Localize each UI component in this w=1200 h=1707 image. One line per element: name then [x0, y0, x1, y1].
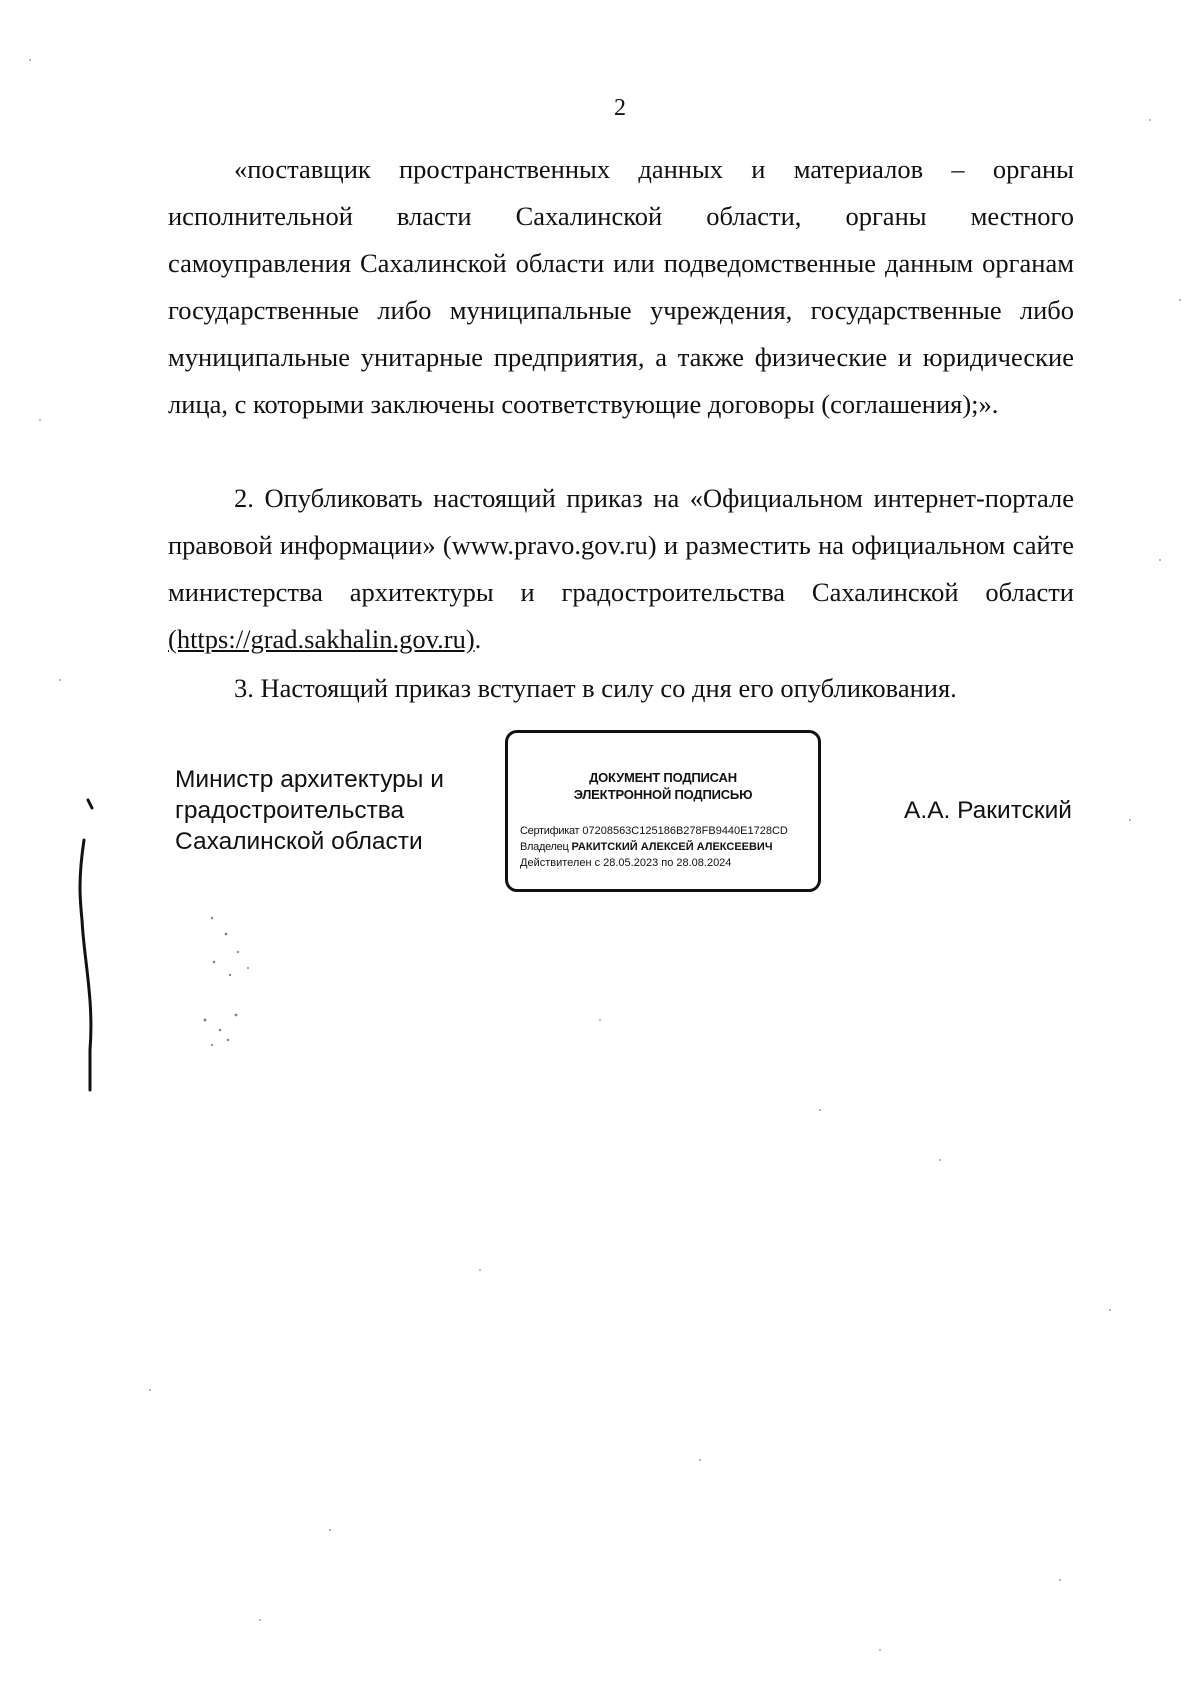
stamp-heading-line: ЭЛЕКТРОННОЙ ПОДПИСЬЮ: [573, 787, 753, 802]
stamp-heading-line: ДОКУМЕНТ ПОДПИСАН: [589, 770, 737, 785]
scan-dust: [29, 59, 1181, 1651]
paragraph-effective-date: 3. Настоящий приказ вступает в силу со дня его опубликования.: [234, 673, 957, 703]
signatory-title-line: Сахалинской области: [175, 828, 423, 855]
signatory-title-line: градостроительства: [175, 797, 405, 824]
owner-label: Владелец: [520, 841, 569, 853]
paragraph-publication-text: 2. Опубликовать настоящий приказ на «Официальном интернет-портале правовой информации» (www.pravo.gov.ru) и разместить на официальном сайте министерства архитектуры и градостроительства Сахалинской области: [168, 483, 1074, 607]
stamp-validity: Действителен с 28.05.2023 по 28.08.2024: [520, 857, 732, 869]
seal-residue: [204, 917, 250, 1046]
page-number: 2: [614, 95, 626, 121]
paragraph-definition: «поставщик пространственных данных и материалов – органы исполнительной власти Сахалинской области, органы местного самоуправления Сахалинской области или подведомственные данным органам государственные либо муниципальные учреждения, государственные либо муниципальные унитарные предприятия, а также физические и юридические лица, с которыми заключены соответствующие договоры (соглашения);».: [168, 154, 1074, 419]
signatory-title-line: Министр архитектуры и: [175, 766, 444, 793]
certificate-label: Сертификат: [520, 825, 580, 837]
paragraph-publication-end: .: [474, 624, 482, 654]
ministry-site-link[interactable]: (https://grad.sakhalin.gov.ru): [168, 624, 475, 654]
owner-value: РАКИТСКИЙ АЛЕКСЕЙ АЛЕКСЕЕВИЧ: [571, 841, 773, 853]
signatory-name: А.А. Ракитский: [904, 797, 1072, 824]
certificate-value: 07208563C125186B278FB9440E1728CD: [582, 825, 788, 837]
margin-pen-mark: [80, 800, 92, 1090]
